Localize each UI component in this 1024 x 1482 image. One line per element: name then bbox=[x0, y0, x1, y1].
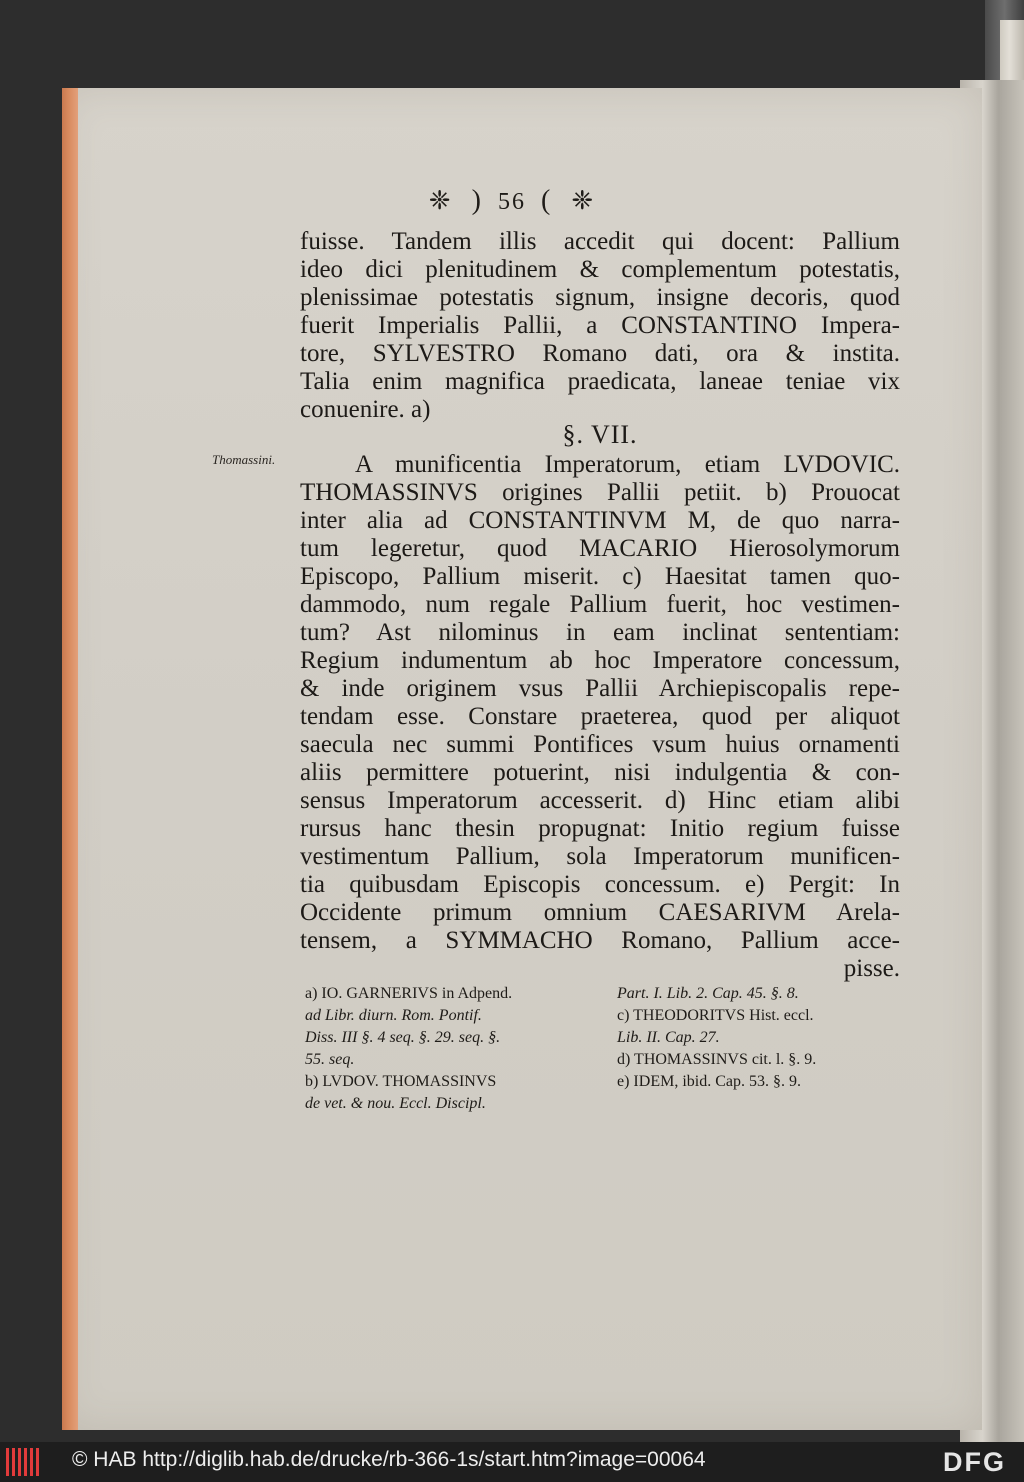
copyright-link[interactable]: © HAB http://diglib.hab.de/drucke/rb-366-1s/start.htm?image=00064 bbox=[72, 1448, 706, 1471]
header-bracket-right: ( bbox=[541, 185, 553, 216]
header-bracket-left: ) bbox=[471, 185, 483, 216]
section-heading: §. VII. bbox=[562, 420, 638, 449]
body-line: dammodo, num regale Pallium fuerit, hoc vestimen- bbox=[300, 591, 900, 618]
body-line: vestimentum Pallium, sola Imperatorum munificen- bbox=[300, 843, 900, 870]
body-line: tensem, a SYMMACHO Romano, Pallium acce- bbox=[300, 927, 900, 954]
body-line: aliis permittere potuerint, nisi indulgentia & con- bbox=[300, 759, 900, 786]
footnote-line: e) IDEM, ibid. Cap. 53. §. 9. bbox=[617, 1073, 801, 1090]
viewer-footer bbox=[0, 1442, 1024, 1482]
footnote-line: a) IO. GARNERIVS in Adpend. bbox=[305, 985, 513, 1002]
body-line: A munificentia Imperatorum, etiam LVDOVIC. bbox=[355, 451, 900, 478]
body-line: fuerit Imperialis Pallii, a CONSTANTINO Impera- bbox=[300, 312, 900, 339]
footnote-line: Part. I. Lib. 2. Cap. 45. §. 8. bbox=[617, 985, 799, 1002]
body-line: Occidente primum omnium CAESARIVM Arela- bbox=[300, 899, 900, 926]
body-line: fuisse. Tandem illis accedit qui docent: Pallium bbox=[300, 228, 900, 255]
dfg-logo: DFG bbox=[943, 1447, 1006, 1477]
body-line: THOMASSINVS origines Pallii petiit. b) Prouocat bbox=[300, 479, 900, 506]
page-colored-edge bbox=[62, 88, 78, 1430]
page-number: 56 bbox=[498, 189, 526, 215]
body-line: rursus hanc thesin propugnat: Initio regium fuisse bbox=[300, 815, 900, 842]
body-line: & inde originem vsus Pallii Archiepiscopalis repe- bbox=[300, 675, 900, 702]
body-line: tendam esse. Constare praeterea, quod per aliquot bbox=[300, 703, 900, 730]
body-line: inter alia ad CONSTANTINVM M, de quo narra- bbox=[300, 507, 900, 534]
catchword: pisse. bbox=[843, 955, 900, 982]
body-line: conuenire. a) bbox=[300, 396, 431, 423]
library-barcode-icon bbox=[6, 1448, 42, 1476]
body-line: Episcopo, Pallium miserit. c) Haesitat tamen quo- bbox=[300, 563, 900, 590]
body-line: saecula nec summi Pontifices vsum huius ornamenti bbox=[300, 731, 900, 758]
footnote-line: b) LVDOV. THOMASSINVS bbox=[305, 1073, 497, 1090]
body-line: Talia enim magnifica praedicata, laneae teniae vix bbox=[300, 368, 900, 395]
body-line: tum? Ast nilominus in eam inclinat sententiam: bbox=[300, 619, 900, 646]
footnotes-right-column bbox=[617, 983, 917, 1093]
body-line: tia quibusdam Episcopis concessum. e) Pergit: In bbox=[300, 871, 900, 898]
page-header bbox=[0, 185, 1024, 217]
body-line: Regium indumentum ab hoc Imperatore concessum, bbox=[300, 647, 900, 674]
margin-note: Thomassini. bbox=[212, 452, 276, 467]
body-line: plenissimae potestatis signum, insigne decoris, quod bbox=[300, 284, 900, 311]
ornament-right-icon: ❈ bbox=[571, 186, 596, 215]
footnote-line: ad Libr. diurn. Rom. Pontif. bbox=[305, 1007, 482, 1024]
body-line: tum legeretur, quod MACARIO Hierosolymorum bbox=[300, 535, 900, 562]
footnotes-left-column bbox=[305, 983, 605, 1115]
ornament-left-icon: ❈ bbox=[428, 186, 453, 215]
footnote-line: d) THOMASSINVS cit. l. §. 9. bbox=[617, 1051, 817, 1068]
body-line: tore, SYLVESTRO Romano dati, ora & instita. bbox=[300, 340, 900, 367]
footnote-line: Diss. III §. 4 seq. §. 29. seq. §. bbox=[305, 1029, 501, 1046]
footnote-line: de vet. & nou. Eccl. Discipl. bbox=[305, 1095, 486, 1112]
body-line: sensus Imperatorum accesserit. d) Hinc etiam alibi bbox=[300, 787, 900, 814]
footnote-line: c) THEODORITVS Hist. eccl. bbox=[617, 1007, 814, 1024]
body-line: ideo dici plenitudinem & complementum potestatis, bbox=[300, 256, 900, 283]
footnote-line: 55. seq. bbox=[305, 1051, 355, 1068]
footnote-line: Lib. II. Cap. 27. bbox=[617, 1029, 720, 1046]
